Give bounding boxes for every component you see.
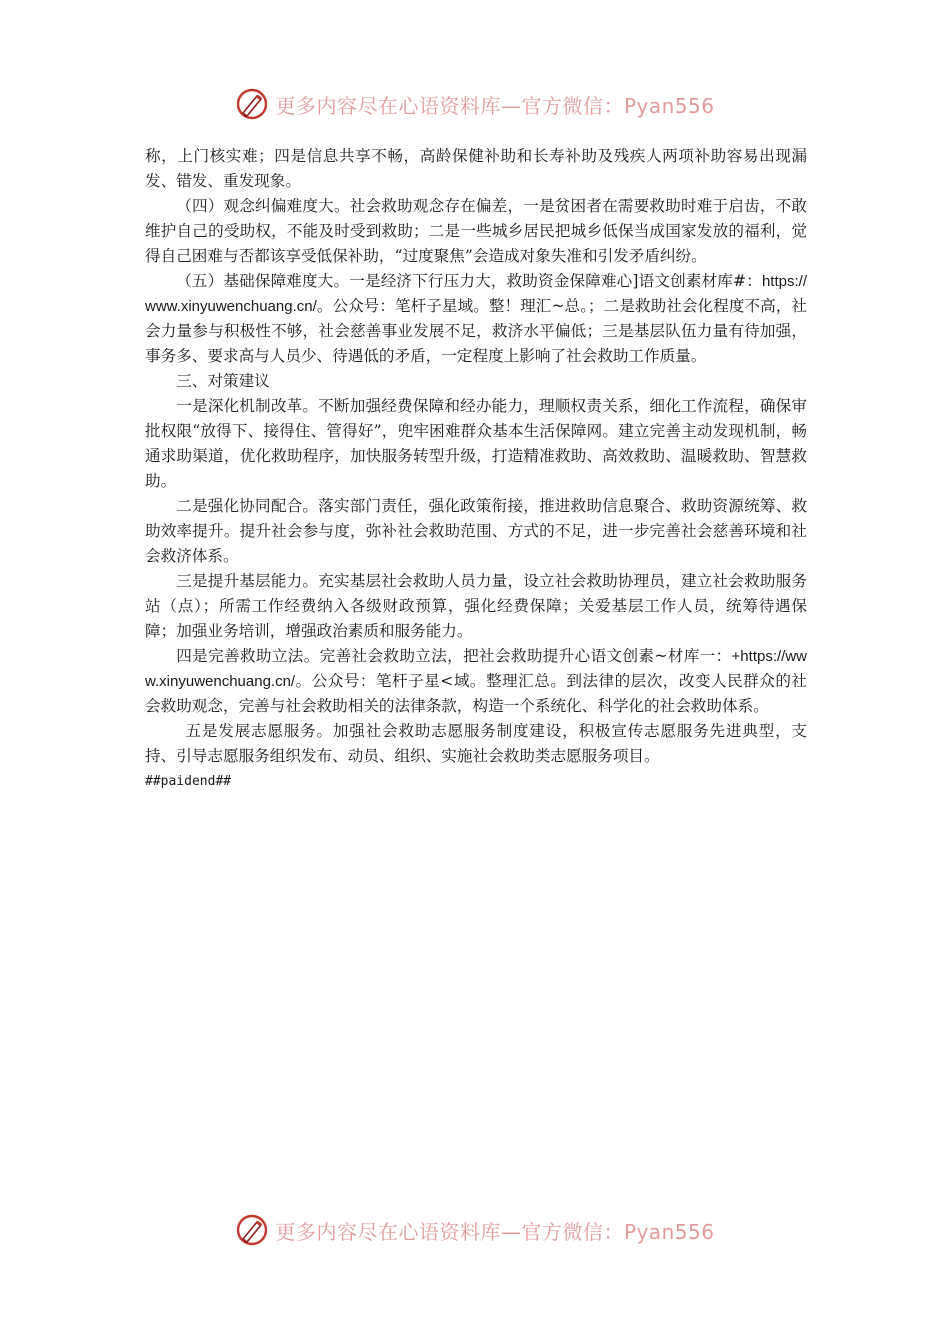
paragraph <box>145 644 807 719</box>
end-marker: ##paidend## <box>145 774 232 789</box>
banner-text: 更多内容尽在心语资料库—官方微信：Pyan556 <box>275 93 715 118</box>
paragraph: 称，上门核实难；四是信息共享不畅，高龄保健补助和长寿补助及残疾人两项补助容易出现漏发、错发、重发现象。 <box>145 147 807 190</box>
banner-text: 更多内容尽在心语资料库—官方微信：Pyan556 <box>275 1219 715 1244</box>
paragraph: 三是提升基层能力。充实基层社会救助人员力量，设立社会救助协理员，建立社会救助服务站（点）；所需工作经费纳入各级财政预算，强化经费保障；关爱基层工作人员，统筹待遇保障；加强业务培训，增强政治素质和服务能力。 <box>145 572 807 640</box>
url-text: https://www.xinyuwenchuang.cn/ <box>145 273 807 315</box>
paragraph: （四）观念纠偏难度大。社会救助观念存在偏差，一是贫困者在需要救助时难于启齿，不敢维护自己的受助权，不能及时受到救助；二是一些城乡居民把城乡低保当成国家发放的福利，觉得自己困难与否都该享受低保补助，“过度聚焦”会造成对象失准和引发矛盾纠纷。 <box>145 197 807 265</box>
pen-logo-icon <box>235 87 269 121</box>
paragraph <box>145 269 807 369</box>
paragraph: 二是强化协同配合。落实部门责任，强化政策衔接，推进救助信息聚合、救助资源统筹、救助效率提升。提升社会参与度，弥补社会救助范围、方式的不足，进一步完善社会慈善环境和社会救济体系。 <box>145 497 807 565</box>
paragraph-text: 四是完善救助立法。完善社会救助立法，把社会救助提升心语文创素~材库一： <box>176 647 732 665</box>
document-body <box>145 144 807 794</box>
paragraph: 五是发展志愿服务。加强社会救助志愿服务制度建设，积极宣传志愿服务先进典型，支持、引导志愿服务组织发布、动员、组织、实施社会救助类志愿服务项目。 <box>145 722 807 765</box>
paragraph-text: （五）基础保障难度大。一是经济下行压力大，救助资金保障难心]语文创素材库#： <box>176 272 762 290</box>
section-heading: 三、对策建议 <box>176 372 270 390</box>
pen-logo-icon <box>235 1213 269 1247</box>
paragraph: 一是深化机制改革。不断加强经费保障和经办能力，理顺权责关系，细化工作流程，确保审批权限“放得下、接得住、管得好”，兜牢困难群众基本生活保障网。建立完善主动发现机制，畅通求助渠道，优化救助程序，加快服务转型升级，打造精准救助、高效救助、温暖救助、智慧救助。 <box>145 397 807 490</box>
header-banner <box>0 82 950 126</box>
paragraph-text: 。公众号：笔杆子星域。整！理汇~总。；二是救助社会化程度不高，社会力量参与积极性不够，社会慈善事业发展不足，救济水平偏低；三是基层队伍力量有待加强，事务多、要求高与人员少、待遇低的矛盾，一定程度上影响了社会救助工作质量。 <box>145 297 807 365</box>
url-text: +https://www.xinyuwenchuang.cn/ <box>145 648 807 690</box>
paragraph-text: 。公众号：笔杆子星<域。整理汇总。到法律的层次，改变人民群众的社会救助观念，完善与社会救助相关的法律条款，构造一个系统化、科学化的社会救助体系。 <box>145 672 807 715</box>
footer-banner <box>0 1208 950 1252</box>
